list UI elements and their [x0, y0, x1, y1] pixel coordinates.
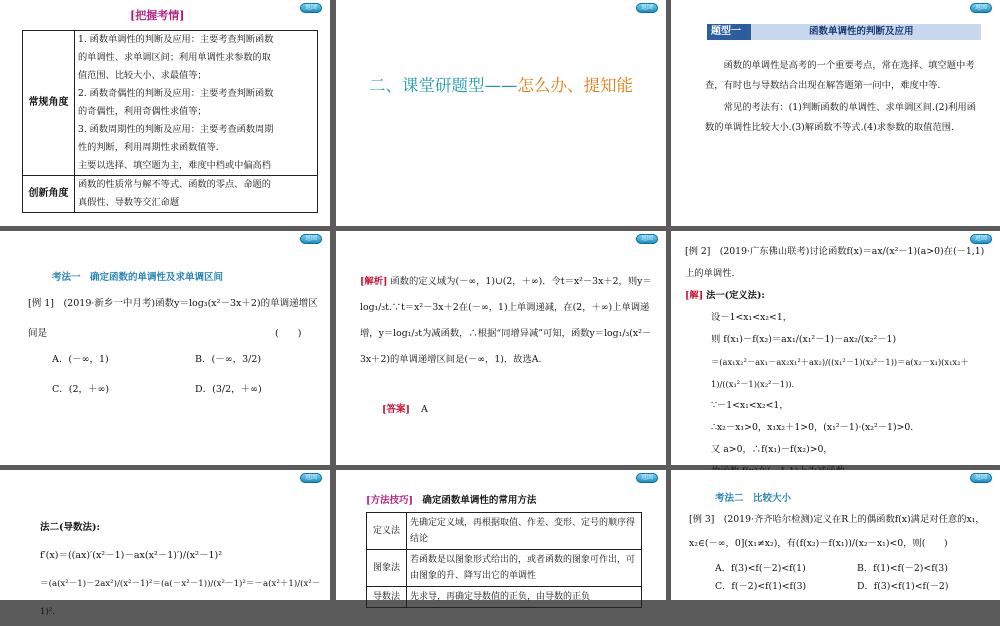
example-question: [例 1] (2019·新乡一中月考)函数y＝log₃(x²－3x＋2)的单调递增区间是: [28, 298, 318, 339]
back-button[interactable]: 返回: [636, 234, 658, 244]
slide-title: [把握考情]: [130, 9, 185, 22]
option-a: A．f(3)<f(－2)<f(1): [715, 563, 806, 574]
method-desc: 若函数是以图象形式给出的，或者函数的图象可作出，可由图象的升、降写出它的单调性: [407, 550, 642, 587]
topic-bar: [707, 24, 981, 40]
topic-description: [705, 56, 981, 138]
back-button[interactable]: 返回: [636, 3, 658, 13]
option-d: D．f(3)<f(1)<f(－2): [857, 581, 949, 592]
analysis-body: 函数的定义域为(－∞，1)∪(2，＋∞)．令t＝x²－3x＋2，则y＝log₁/₃t.∵t＝x²－3x＋2在(－∞，1)上单调递减，在(2，＋∞)上单调递增，y＝log₁/₃t为减函数，∴根据“同增异减”可知，函数y＝log₁/₃(x²－3x＋2)的单调递增区间是(－∞，1)．故选A.: [360, 276, 652, 365]
tips-heading: 确定函数单调性的常用方法: [422, 495, 537, 506]
proof-line: 则 f(x₁)－f(x₂)＝ax₁/(x₁²－1)－ax₂/(x₂²－1): [711, 334, 897, 345]
method-key: 定义法: [367, 513, 407, 550]
paragraph: 常见的考法有：(1)判断函数的单调性、求单调区间.(2)利用函数的单调性比较大小.(3)解函数不等式.(4)求参数的取值范围.: [705, 102, 977, 133]
topic-title: 函数单调性的判断及应用: [809, 26, 914, 37]
example-question: [例 3] (2019·齐齐哈尔检测)定义在R上的偶函数f(x)满足对任意的x₁，x₂∈(－∞，0](x₁≠x₂)，有(f(x₂)－f(x₁))/(x₂－x₁)<0，则( ): [689, 514, 985, 549]
option-c: C．f(－2)<f(1)<f(3): [715, 581, 807, 592]
heading-part-1: 二、课堂研题型——: [369, 76, 518, 95]
analysis-label: [解析]: [360, 276, 388, 287]
method-heading: 考法一 确定函数的单调性及求单调区间: [52, 272, 224, 283]
line: 函数的性质常与解不等式、函数的零点、命题的: [78, 179, 271, 190]
conventional-content: [75, 31, 318, 176]
proof-line: ∴x₂－x₁>0，x₁x₂＋1>0，(x₁²－1)·(x₂²－1)>0.: [711, 422, 914, 433]
slide-thumbnail-6[interactable]: [671, 231, 1000, 465]
option-b: B．(－∞，3/2): [195, 354, 262, 365]
slide-thumbnail-9[interactable]: [671, 470, 1000, 600]
methods-table: [366, 512, 642, 608]
slide-thumbnail-8[interactable]: [336, 470, 666, 600]
proof-line: 设－1<x₁<x₂<1，: [711, 312, 793, 323]
back-button[interactable]: 返回: [300, 473, 322, 483]
option-c: C．(2，＋∞): [52, 384, 110, 395]
slide-thumbnail-2[interactable]: [336, 0, 666, 226]
table-row: [367, 587, 642, 608]
slide-thumbnail-4[interactable]: [0, 231, 330, 465]
example-2-content: [685, 241, 993, 483]
tips-tag: [方法技巧]: [366, 495, 413, 506]
formula-line: ＝(a(x²－1)－2ax²)/(x²－1)²＝(a(－x²－1))/(x²－1)²＝－a(x²＋1)/(x²－1)².: [40, 579, 321, 617]
solution-text: [360, 269, 660, 373]
back-button[interactable]: 返回: [300, 234, 322, 244]
method-desc: 先求导，再确定导数值的正负，由导数的正负: [407, 587, 642, 608]
heading-part-2: 怎么办、提知能: [517, 76, 633, 95]
slide-thumbnail-3[interactable]: [671, 0, 1000, 226]
example-question: [例 2] (2019·广东佛山联考)讨论函数f(x)＝ax/(x²－1)(a>0)在(－1,1)上的单调性.: [685, 246, 985, 279]
option-d: D．(3/2，＋∞): [195, 384, 262, 395]
option-b: B．f(1)<f(－2)<f(3): [857, 563, 948, 574]
answer-paren: ( ): [275, 328, 302, 339]
proof-line: 又 a>0，∴f(x₁)－f(x₂)>0，: [711, 444, 833, 455]
method-name: 法一(定义法):: [706, 290, 765, 301]
topic-tag: 题型一: [707, 24, 751, 40]
line: 3. 函数周期性的判断及应用：主要考查函数周期: [78, 124, 274, 135]
line: 2. 函数奇偶性的判断及应用：主要考查判断函数: [78, 88, 274, 99]
back-button[interactable]: 返回: [300, 3, 322, 13]
exam-analysis-table: [22, 30, 318, 213]
slide-thumbnail-1[interactable]: [0, 0, 330, 226]
line: 值范围、比较大小、求最值等；: [78, 70, 207, 81]
row-header-conventional: 常规角度: [23, 31, 75, 176]
answer-line: [382, 401, 428, 415]
formula-line: f′(x)＝((ax)′(x²－1)－ax(x²－1)′)/(x²－1)²: [40, 550, 223, 561]
line: 主要以选择、填空题为主，难度中档或中偏高档: [78, 160, 271, 171]
method-key: 导数法: [367, 587, 407, 608]
proof-line: ∵－1<x₁<x₂<1，: [711, 400, 789, 411]
back-button[interactable]: 返回: [970, 473, 992, 483]
option-a: A．(－∞，1): [52, 354, 109, 365]
line: 1. 函数单调性的判断及应用：主要考查判断函数: [78, 34, 274, 45]
answer-label: [答案]: [382, 404, 410, 415]
derivative-method: [40, 514, 322, 626]
back-button[interactable]: 返回: [970, 234, 992, 244]
back-button[interactable]: 返回: [636, 473, 658, 483]
table-row: [367, 513, 642, 550]
innovative-content: [75, 176, 318, 213]
solution-label: [解]: [685, 290, 704, 301]
line: 的单调性、求单调区间；利用单调性求参数的取: [78, 52, 271, 63]
row-header-innovative: 创新角度: [23, 176, 75, 213]
method-desc: 先确定定义域，再根据取值、作差、变形、定号的顺序得结论: [407, 513, 642, 550]
paragraph: 函数的单调性是高考的一个重要考点，常在选择、填空题中考查，有时也与导数结合出现在解答题第一问中，难度中等.: [705, 60, 975, 91]
answer-value: A: [421, 404, 428, 415]
line: 的奇偶性，利用奇偶性求值等；: [78, 106, 207, 117]
line: 性的判断，利用周期性求函数值等.: [78, 142, 219, 153]
method-name: 法二(导数法):: [40, 522, 100, 533]
slide-thumbnail-7[interactable]: [0, 470, 330, 617]
tips-title: [366, 492, 536, 506]
method-line: [685, 285, 993, 307]
back-button[interactable]: 返回: [970, 3, 992, 13]
proof-line: ＝(ax₁x₂²－ax₁－ax₂x₁²＋ax₂)/((x₁²－1)(x₂²－1))＝a(x₂－x₁)(x₁x₂＋1)/((x₁²－1)(x₂²－1)).: [711, 357, 969, 389]
slide-thumbnail-5[interactable]: [336, 231, 666, 465]
method-key: 图象法: [367, 550, 407, 587]
section-heading: [336, 72, 666, 96]
line: 真假性、导数等交汇命题: [78, 197, 180, 208]
method-heading: 考法二 比较大小: [715, 493, 792, 504]
table-row: [367, 550, 642, 587]
